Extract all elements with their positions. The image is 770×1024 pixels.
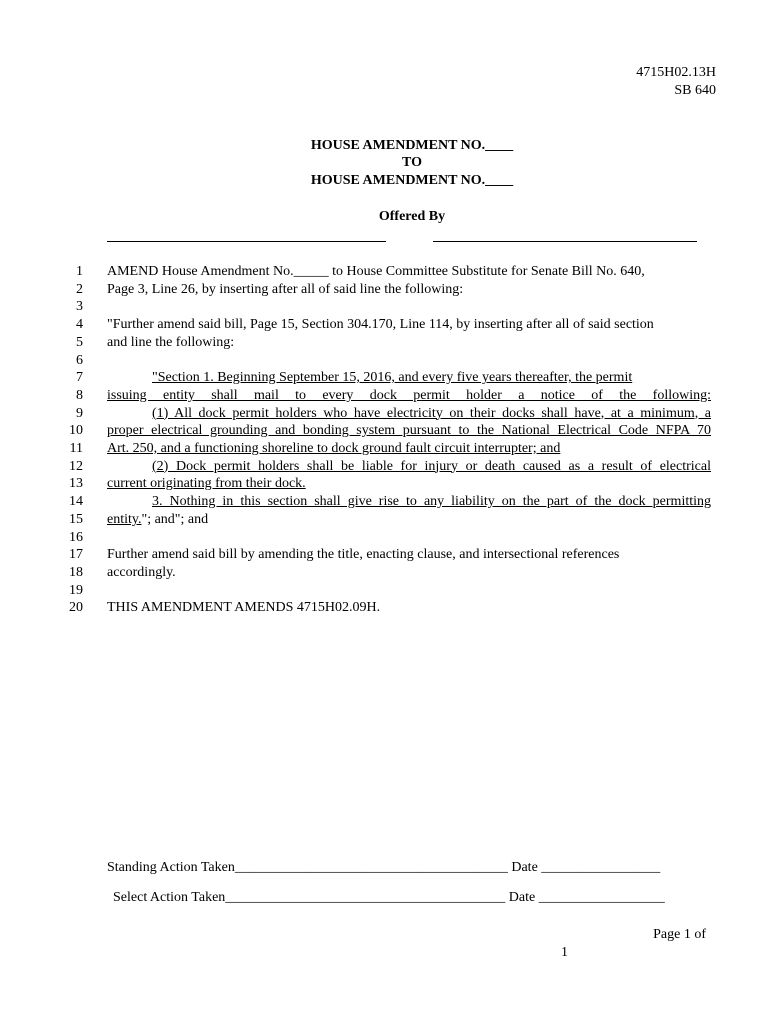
body-line-20: THIS AMENDMENT AMENDS 4715H02.09H. (107, 600, 381, 616)
body-line-16 (107, 528, 711, 546)
line-number: 17 (69, 547, 83, 563)
line-number: 7 (76, 370, 83, 386)
offered-by-label: Offered By (378, 209, 446, 224)
document-code: 4715H02.13H (636, 65, 716, 80)
line-number: 4 (76, 317, 83, 333)
line-number: 10 (69, 423, 83, 439)
line-number: 5 (76, 334, 83, 350)
body-line-8 (107, 387, 711, 405)
body-line-5: and line the following: (107, 334, 235, 350)
bill-number: SB 640 (674, 83, 716, 98)
amendment-body (107, 263, 711, 617)
body-line-6 (107, 351, 711, 369)
inserted-text: entity. (107, 511, 142, 527)
line-number: 13 (69, 476, 83, 492)
body-line-12 (107, 458, 711, 476)
closing-quote-text: "; and"; and (141, 511, 209, 527)
line-number: 9 (76, 405, 83, 421)
body-line-15 (107, 511, 711, 529)
line-number: 16 (69, 529, 83, 545)
body-line-1: AMEND House Amendment No._____ to House Committee Substitute for Senate Bill No. 640, (107, 264, 645, 279)
title-line-2: TO (402, 155, 422, 170)
line-number: 1 (76, 264, 83, 279)
page-of-label: Page 1 of (653, 927, 706, 942)
inserted-text: 3. Nothing in this section shall give rise to any liability on the part of the dock permitting (152, 493, 711, 509)
body-line-19 (107, 581, 711, 599)
body-line-9 (107, 405, 711, 423)
inserted-text: current originating from their dock. (107, 476, 306, 492)
line-number: 18 (69, 564, 83, 580)
line-number: 12 (69, 458, 83, 474)
inserted-text: Art. 250, and a functioning shoreline to dock ground fault circuit interrupter; and (107, 440, 561, 456)
body-line-7 (107, 369, 711, 387)
line-number: 20 (69, 600, 83, 616)
sponsor-signature-line-left (107, 241, 386, 242)
line-number: 8 (76, 387, 83, 403)
title-line-1: HOUSE AMENDMENT NO.____ (310, 138, 514, 153)
body-line-11 (107, 440, 711, 458)
body-line-14 (107, 493, 711, 511)
body-line-13 (107, 475, 711, 493)
line-number: 19 (69, 582, 83, 598)
inserted-text: proper electrical grounding and bonding system pursuant to the National Electrical Code NFPA 70 (107, 423, 711, 439)
line-number: 11 (69, 441, 83, 456)
inserted-text: (1) All dock permit holders who have electricity on their docks shall have, at a minimum, a (152, 405, 711, 421)
page-number: 1 (561, 945, 568, 960)
line-number: 15 (69, 511, 83, 527)
body-line-18: accordingly. (107, 564, 176, 580)
line-number: 2 (76, 281, 83, 297)
body-line-10 (107, 422, 711, 440)
title-line-3: HOUSE AMENDMENT NO.____ (310, 173, 514, 188)
line-number: 14 (69, 494, 83, 510)
inserted-text: "Section 1. Beginning September 15, 2016, and every five years thereafter, the permit (152, 370, 633, 386)
inserted-text: (2) Dock permit holders shall be liable for injury or death caused as a result of electrical (152, 458, 711, 474)
line-number: 6 (76, 352, 83, 368)
select-action-line: Select Action Taken________________________________________ Date __________________ (113, 890, 665, 905)
inserted-text: issuing entity shall mail to every dock permit holder a notice of the following: (107, 387, 711, 403)
body-line-3 (107, 298, 711, 316)
standing-action-line: Standing Action Taken_______________________________________ Date _________________ (107, 860, 661, 875)
body-line-2: Page 3, Line 26, by inserting after all of said line the following: (107, 281, 464, 297)
body-line-4: "Further amend said bill, Page 15, Section 304.170, Line 114, by inserting after all of said section (107, 317, 654, 333)
line-number: 3 (76, 299, 83, 315)
sponsor-signature-line-right (433, 241, 697, 242)
body-line-17: Further amend said bill by amending the title, enacting clause, and intersectional references (107, 547, 620, 562)
